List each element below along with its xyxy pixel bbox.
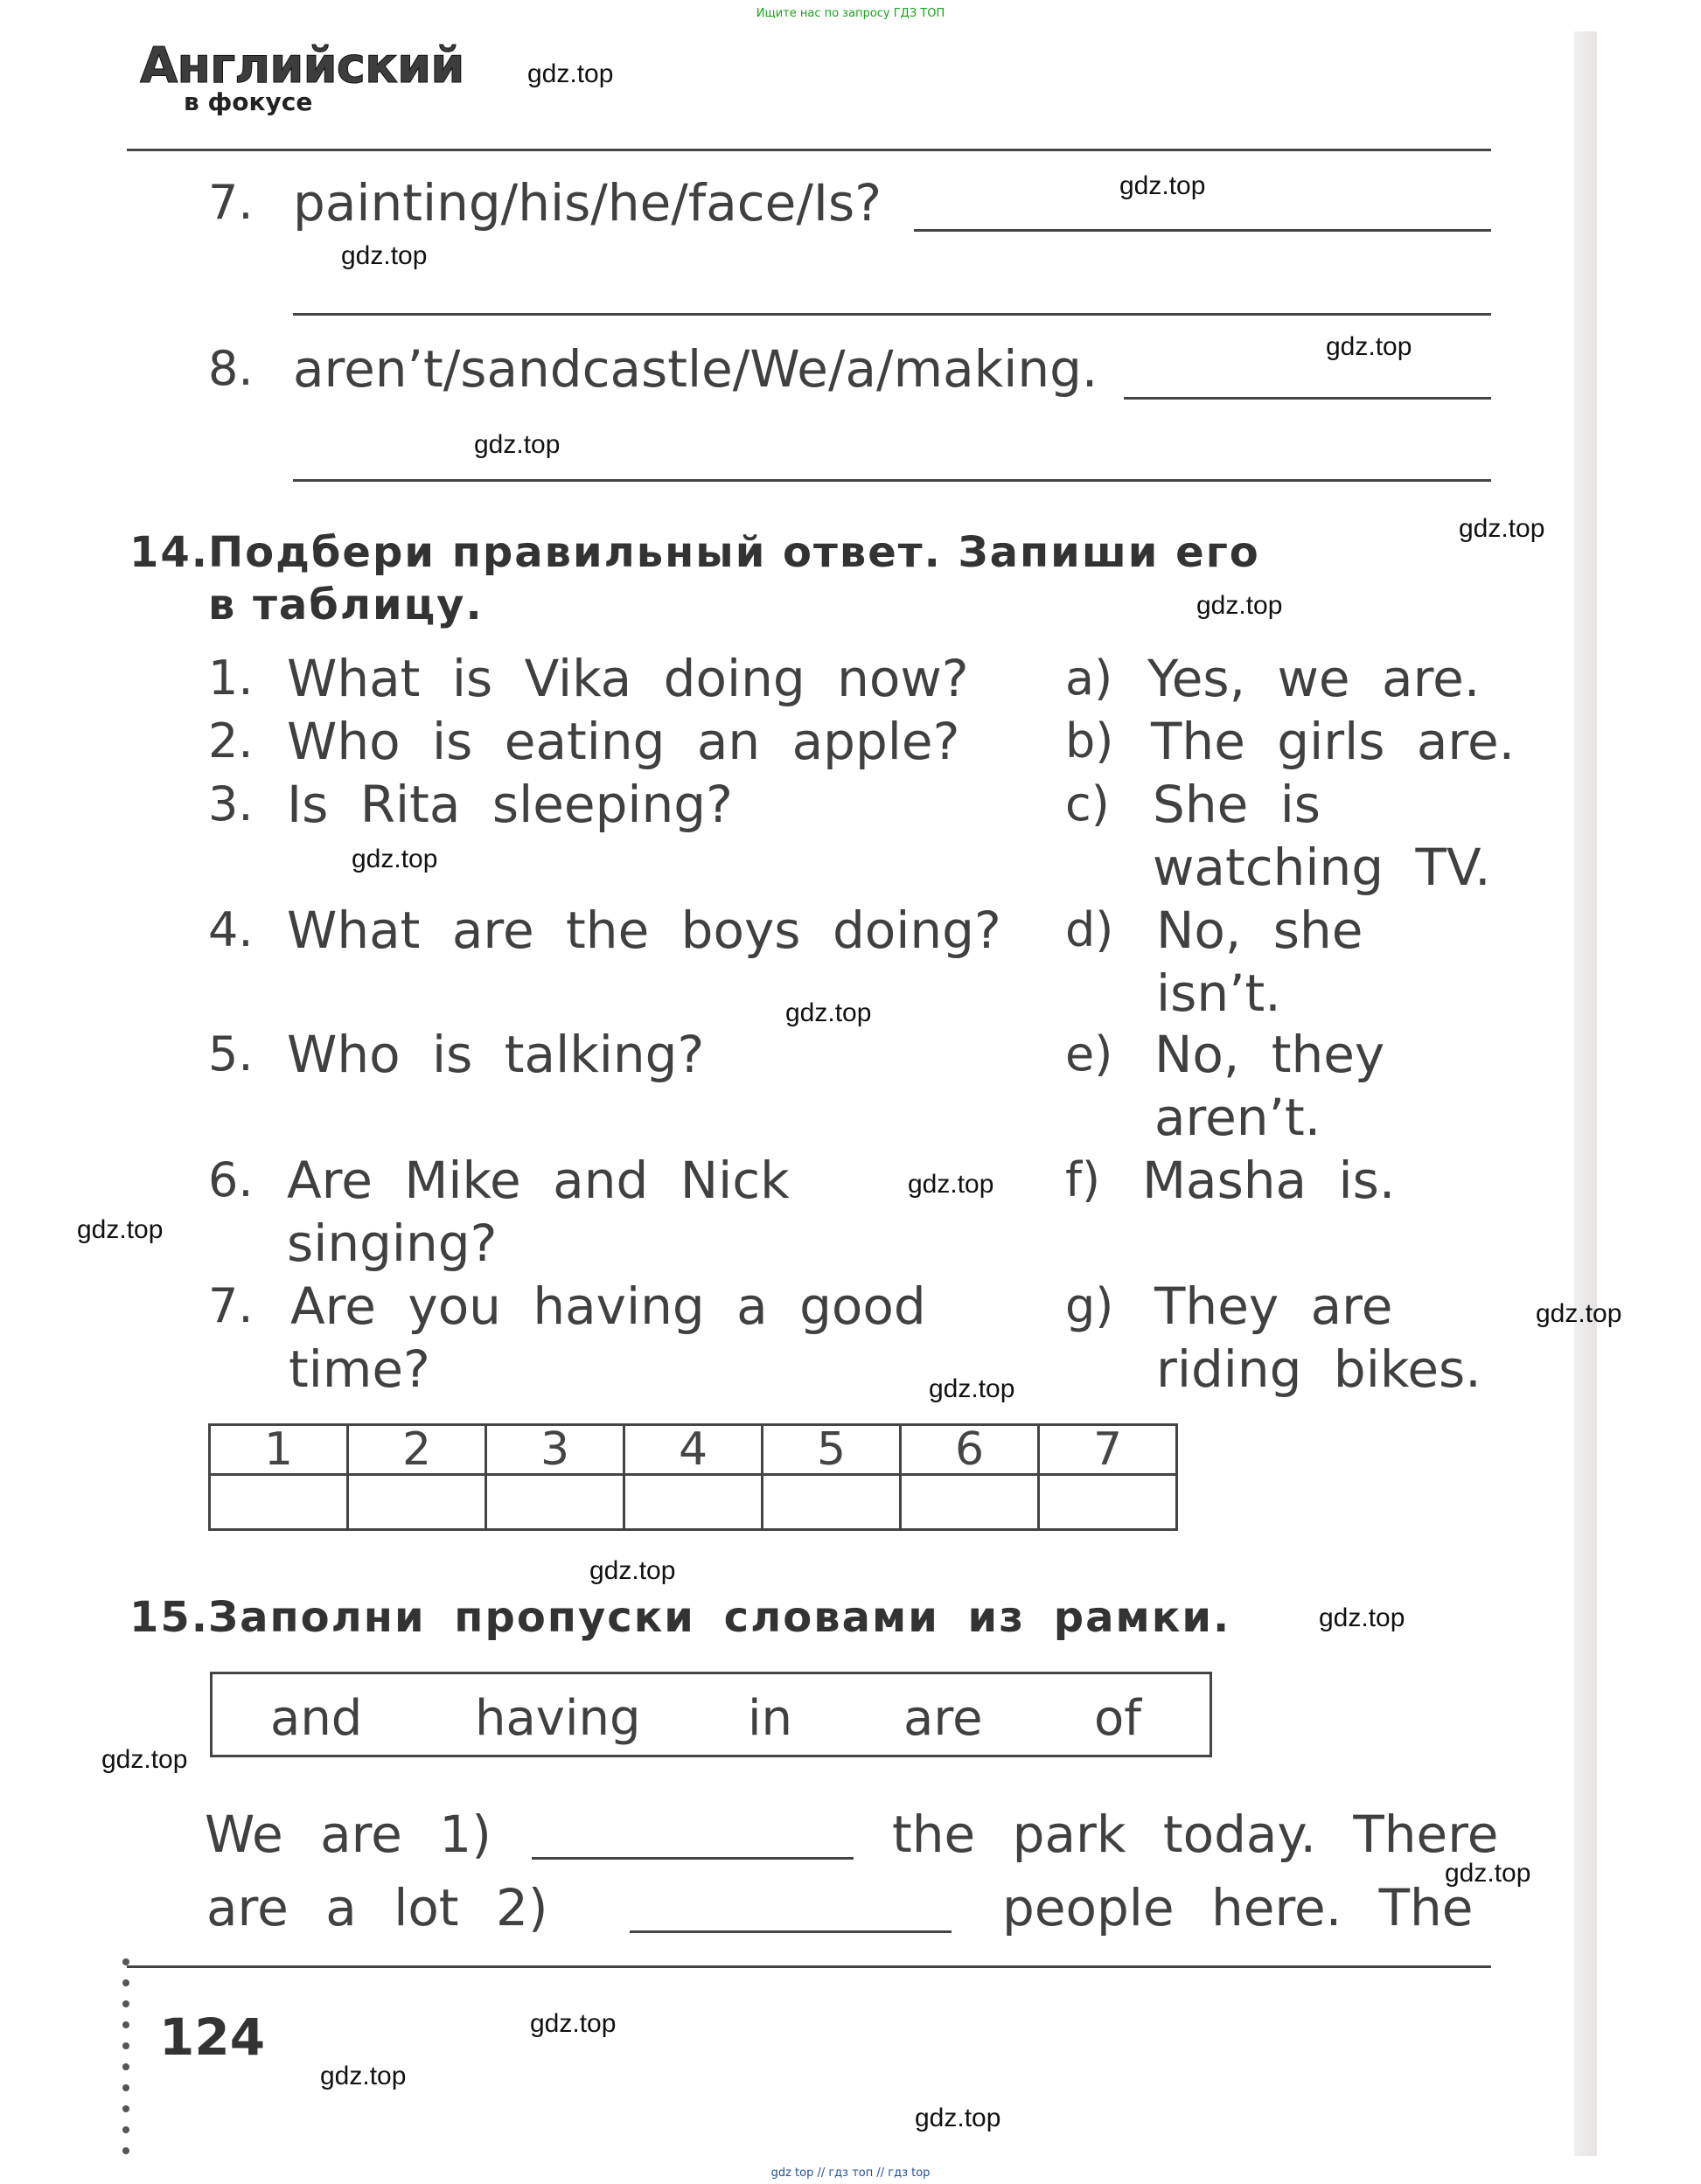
- answer-cell[interactable]: [486, 1475, 624, 1530]
- word-option: and: [270, 1690, 363, 1747]
- gap-text: the park today. There: [892, 1805, 1499, 1864]
- question-text-cont: singing?: [287, 1214, 498, 1273]
- answer-text-cont: riding bikes.: [1156, 1339, 1481, 1399]
- word-option: having: [475, 1690, 641, 1747]
- gap-blank: [532, 1857, 854, 1860]
- watermark-text: gdz.top: [915, 2104, 1001, 2132]
- watermark-text: gdz.top: [530, 2009, 617, 2038]
- answer-line: [293, 479, 1491, 482]
- answer-text: Yes, we are.: [1147, 649, 1481, 708]
- question-text: What is Vika doing now?: [287, 649, 969, 708]
- question-number: 1.: [208, 650, 254, 706]
- page-number: 124: [159, 2007, 266, 2067]
- answer-text: Masha is.: [1142, 1151, 1396, 1210]
- answer-line: [293, 313, 1491, 316]
- watermark-text: gdz.top: [1119, 171, 1206, 200]
- item-number: 7.: [208, 175, 254, 230]
- book-logo: [140, 38, 464, 116]
- gap-text: people here. The: [1002, 1878, 1474, 1937]
- answer-text-cont: aren’t.: [1154, 1088, 1321, 1147]
- watermark-text: gdz.top: [908, 1170, 994, 1199]
- answer-cell[interactable]: [624, 1475, 763, 1530]
- watermark-text: gdz.top: [1196, 591, 1283, 620]
- question-text: Who is talking?: [287, 1025, 705, 1084]
- word-box: [210, 1672, 1212, 1757]
- answer-cell[interactable]: [763, 1475, 901, 1530]
- watermark-text: gdz.top: [929, 1374, 1015, 1403]
- page-edge-shadow: [1574, 31, 1597, 2156]
- watermark-text: gdz.top: [101, 1745, 188, 1774]
- table-header-cell: 3: [486, 1425, 624, 1475]
- answer-letter: d): [1065, 902, 1114, 957]
- watermark-text: gdz.top: [1536, 1299, 1622, 1328]
- answer-cell[interactable]: [901, 1475, 1039, 1530]
- question-text: Who is eating an apple?: [287, 712, 960, 771]
- answer-table-input-row: [210, 1475, 1177, 1530]
- header-rule: [127, 149, 1491, 151]
- answer-line: [1124, 397, 1491, 400]
- watermark-text: gdz.top: [77, 1215, 164, 1244]
- watermark-text: gdz.top: [589, 1556, 676, 1585]
- watermark-text: gdz.top: [320, 2062, 407, 2090]
- exercise-instruction-cont: в таблицу.: [208, 581, 484, 629]
- watermark-text: gdz.top: [352, 845, 438, 873]
- answer-letter: g): [1065, 1278, 1114, 1333]
- answer-letter: c): [1065, 776, 1110, 831]
- answer-letter: b): [1065, 713, 1114, 769]
- watermark-text: gdz.top: [1319, 1603, 1405, 1632]
- watermark-text: gdz.top: [1459, 514, 1545, 543]
- answer-table: [208, 1423, 1178, 1531]
- answer-text: She is: [1153, 775, 1321, 834]
- top-search-note: Ищите нас по запросу ГДЗ ТОП: [756, 7, 945, 20]
- table-header-cell: 2: [348, 1425, 486, 1475]
- question-text: Are you having a good: [290, 1276, 926, 1336]
- question-number: 4.: [208, 902, 254, 957]
- answer-text: No, they: [1154, 1025, 1385, 1084]
- exercise-instruction: Подбери правильный ответ. Запиши его: [208, 528, 1260, 577]
- word-option: are: [903, 1690, 983, 1747]
- answer-letter: a): [1065, 650, 1113, 706]
- gap-text: We are 1): [205, 1805, 491, 1864]
- watermark-text: gdz.top: [527, 59, 614, 88]
- margin-dots: [122, 1958, 133, 2168]
- answer-line: [914, 229, 1491, 232]
- answer-text: They are: [1154, 1276, 1393, 1336]
- answer-cell[interactable]: [1039, 1475, 1177, 1530]
- question-number: 5.: [208, 1026, 254, 1082]
- word-option: in: [748, 1690, 793, 1747]
- question-text: What are the boys doing?: [287, 901, 1001, 960]
- gap-blank: [630, 1930, 952, 1933]
- logo-title: Английский: [140, 38, 464, 94]
- scrambled-sentence: painting/his/he/face/Is?: [293, 173, 882, 233]
- answer-table-header-row: [210, 1425, 1177, 1475]
- answer-text: No, she: [1156, 901, 1363, 960]
- answer-letter: f): [1065, 1152, 1101, 1207]
- table-header-cell: 6: [901, 1425, 1039, 1475]
- watermark-text: gdz.top: [474, 430, 561, 459]
- answer-letter: e): [1065, 1026, 1113, 1082]
- question-number: 7.: [208, 1278, 254, 1333]
- table-header-cell: 1: [210, 1425, 348, 1475]
- gap-text: are a lot 2): [206, 1878, 548, 1937]
- exercise-number: 14.: [129, 528, 210, 577]
- answer-cell[interactable]: [348, 1475, 486, 1530]
- item-number: 8.: [208, 341, 254, 396]
- answer-cell[interactable]: [210, 1475, 348, 1530]
- answer-text: The girls are.: [1151, 712, 1516, 771]
- word-option: of: [1094, 1690, 1141, 1747]
- exercise-number: 15.: [129, 1593, 210, 1642]
- answer-text-cont: watching TV.: [1153, 838, 1491, 897]
- footer-rule: [127, 1965, 1491, 1968]
- question-text: Is Rita sleeping?: [287, 775, 733, 834]
- exercise-instruction: Заполни пропуски словами из рамки.: [208, 1593, 1231, 1642]
- question-number: 3.: [208, 776, 254, 831]
- bottom-search-note: gdz top // гдз топ // гдз top: [770, 2167, 931, 2180]
- question-number: 2.: [208, 713, 254, 769]
- question-text: Are Mike and Nick: [287, 1151, 790, 1210]
- table-header-cell: 7: [1039, 1425, 1177, 1475]
- scrambled-sentence: aren’t/sandcastle/We/a/making.: [293, 339, 1098, 399]
- table-header-cell: 4: [624, 1425, 763, 1475]
- table-header-cell: 5: [763, 1425, 901, 1475]
- answer-text-cont: isn’t.: [1156, 963, 1281, 1023]
- logo-subtitle: в фокусе: [184, 87, 313, 116]
- watermark-text: gdz.top: [1445, 1859, 1531, 1888]
- watermark-text: gdz.top: [785, 998, 872, 1027]
- question-number: 6.: [208, 1152, 254, 1207]
- watermark-text: gdz.top: [341, 241, 428, 270]
- watermark-text: gdz.top: [1326, 332, 1412, 361]
- question-text-cont: time?: [289, 1339, 430, 1399]
